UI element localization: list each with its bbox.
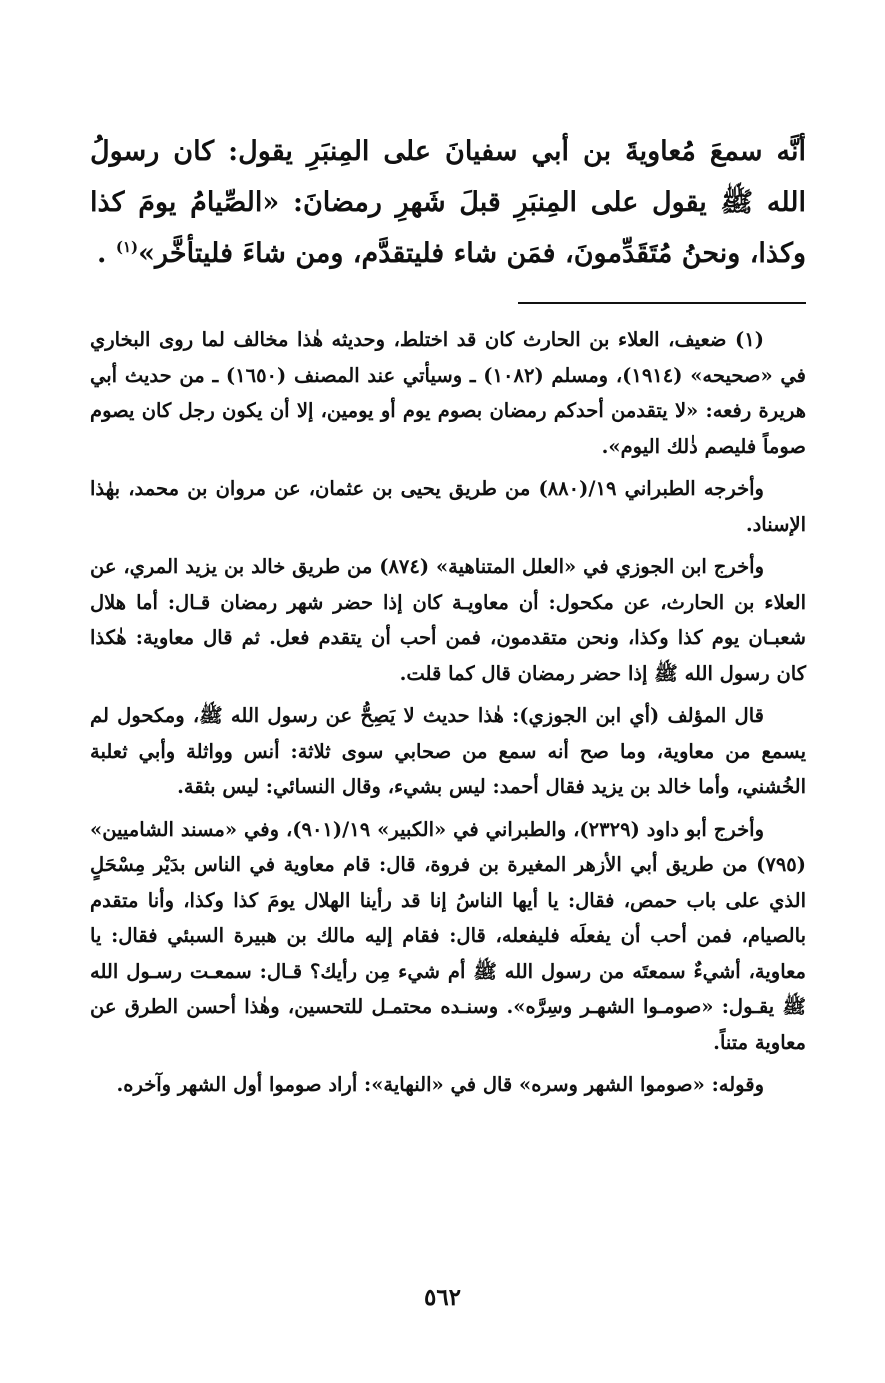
- footnotes-section: [90, 322, 806, 1110]
- footnote-divider: [518, 302, 806, 304]
- footnote-paragraph: وأخرجه الطبراني ١٩/(٨٨٠) من طريق يحيى بن عثمان، عن مروان بن محمد، بهٰذا الإسناد.: [90, 477, 806, 536]
- main-text-block: [90, 126, 806, 279]
- page-number: ٥٦٢: [423, 1284, 462, 1311]
- footnote-paragraph: (١) ضعيف، العلاء بن الحارث كان قد اختلط، وحديثه هٰذا مخالف لما روى البخاري في «صحيحه» (١٩١٤)، ومسلم (١٠٨٢) ـ وسيأتي عند المصنف (١٦٥٠) ـ من حديث أبي هريرة رفعه: «لا يتقدمن أحدكم رمضان بصوم يوم أو يومين، إلا أن يكون رجل كان يصوم صوماً فليصم ذٰلك اليوم».: [90, 328, 806, 458]
- footnote-paragraph: وقوله: «صوموا الشهر وسره» قال في «النهاية»: أراد صوموا أول الشهر وآخره.: [116, 1073, 764, 1096]
- main-text: أنَّه سمعَ مُعاويةَ بن أبي سفيانَ على المِنبَرِ يقول: كان رسولُ الله ﷺ يقول على المِنبَرِ قبلَ شَهرِ رمضانَ: «الصِّيامُ يومَ كذا وكذا، ونحنُ مُتَقَدِّمونَ، فمَن شاء فليتقدَّم، ومن شاءَ فليتأخَّر»: [90, 136, 806, 269]
- main-text-end-mark: .: [97, 238, 107, 269]
- footnote-paragraph: وأخرج أبو داود (٢٣٢٩)، والطبراني في «الكبير» ١٩/(٩٠١)، وفي «مسند الشاميين» (٧٩٥) من طريق أبي الأزهر المغيرة بن فروة، قال: قام معاوية في الناس بدَيْر مِسْحَلٍ الذي على باب حمص، فقال: يا أيها الناسُ إنا قد رأينا الهلال يومَ كذا وكذا، وأنا متقدم بالصيام، فمن أحب أن يفعلَه فليفعله، قال: فقام إليه مالك بن هبيرة السبئي فقال: يا معاوية، أشيءٌ سمعتَه من رسول الله ﷺ أم شيء مِن رأيك؟ قـال: سمعـت رسـول الله ﷺ يقـول: «صومـوا الشهـر وسِرَّه». وسنـده محتمـل للتحسين، وهٰذا أحسن الطرق عن معاوية متناً.: [90, 817, 806, 1054]
- footnote-paragraph: وأخرج ابن الجوزي في «العلل المتناهية» (٨٧٤) من طريق خالد بن يزيد المري، عن العلاء بن الحارث، عن مكحول: أن معاويـة كان إذا حضر شهر رمضان قـال: أما هلال شعبـان يوم كذا وكذا، ونحن متقدمون، فمن أحب أن يتقدم فعل. ثم قال معاوية: هٰكذا كان رسول الله ﷺ إذا حضر رمضان قال كما قلت.: [90, 555, 806, 685]
- footnote-reference: (١): [115, 238, 139, 256]
- footnote-paragraph: قال المؤلف (أي ابن الجوزي): هٰذا حديث لا يَصِحُّ عن رسول الله ﷺ، ومكحول لم يسمع من معاوية، وما صح أنه سمع من صحابي سوى ثلاثة: أنس وواثلة وأبي ثعلبة الخُشني، وأما خالد بن يزيد فقال أحمد: ليس بشيء، وقال النسائي: ليس بثقة.: [90, 704, 806, 798]
